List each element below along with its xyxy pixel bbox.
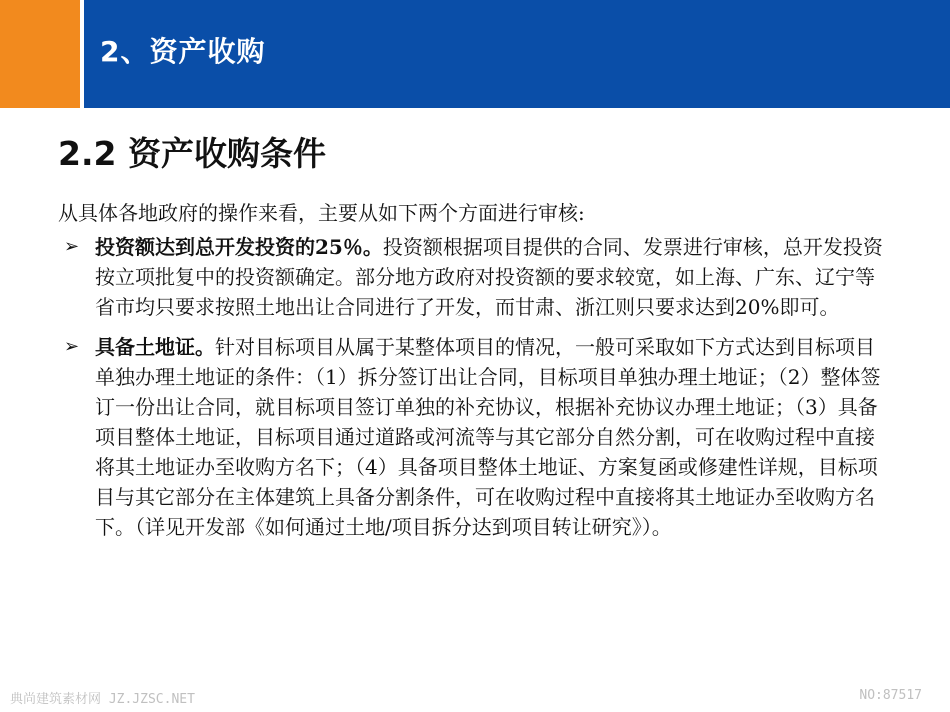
content-body: [58, 198, 888, 552]
bullet-text: 投资额根据项目提供的合同、发票进行审核，总开发投资按立项批复中的投资额确定。部分地方政府对投资额的要求较宽，如上海、广东、辽宁等省市均只要求按照土地出让合同进行了开发，而甘肃、浙江则只要求达到20%即可。: [95, 235, 883, 319]
orange-accent-block: [0, 0, 80, 108]
bullet-lead: 具备土地证。: [95, 335, 215, 359]
footer-watermark: 典尚建筑素材网 JZ.JZSC.NET: [10, 692, 195, 707]
arrow-bullet-icon: ➢: [64, 236, 80, 257]
bullet-land-certificate: [58, 332, 888, 542]
section-title: 2.2 资产收购条件: [58, 134, 326, 173]
intro-paragraph: 从具体各地政府的操作来看，主要从如下两个方面进行审核:: [58, 201, 585, 225]
footer-number: NO:87517: [859, 688, 922, 703]
header-title: 2、资产收购: [100, 35, 266, 68]
bullet-investment: [58, 232, 888, 322]
bullet-text: 针对目标项目从属于某整体项目的情况，一般可采取如下方式达到目标项目单独办理土地证的条件：（1）拆分签订出让合同，目标项目单独办理土地证；（2）整体签订一份出让合同，就目标项目签订单独的补充协议，根据补充协议办理土地证；（3）具备项目整体土地证，目标项目通过道路或河流等与其它部分自然分割，可在收购过程中直接将其土地证办至收购方名下；（4）具备项目整体土地证、方案复函或修建性详规，目标项目与其它部分在主体建筑上具备分割条件，可在收购过程中直接将其土地证办至收购方名下。（详见开发部《如何通过土地/项目拆分达到项目转让研究》）。: [95, 335, 881, 539]
arrow-bullet-icon: ➢: [64, 336, 80, 357]
bullet-lead: 投资额达到总开发投资的25％。: [95, 235, 383, 259]
